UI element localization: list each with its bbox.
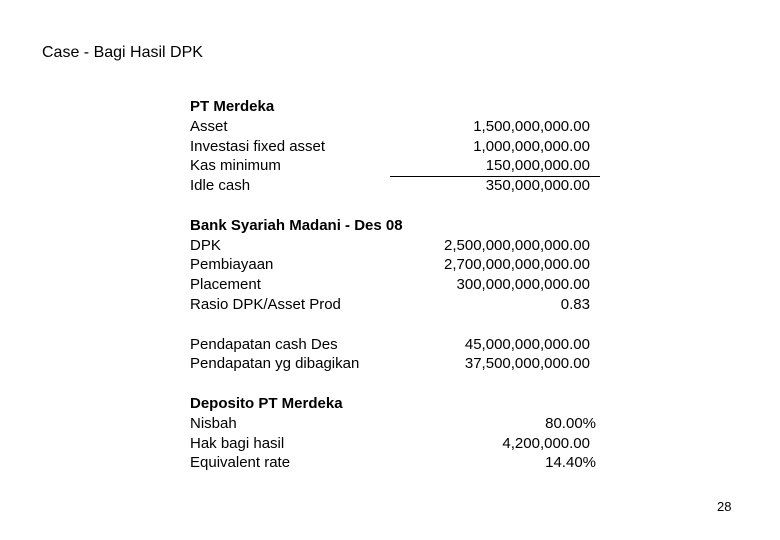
row-pembiayaan bbox=[190, 255, 610, 275]
row-label: Rasio DPK/Asset Prod bbox=[190, 295, 341, 313]
row-label: Investasi fixed asset bbox=[190, 137, 326, 155]
section-heading-label: Bank Syariah Madani - Des 08 bbox=[190, 216, 403, 234]
page-number: 28 bbox=[717, 499, 732, 514]
row-label: Equivalent rate bbox=[190, 454, 291, 472]
row-pendapatan-cash-des bbox=[190, 335, 610, 355]
row-label: Kas minimum bbox=[190, 157, 281, 175]
row-label: Idle cash bbox=[190, 177, 251, 195]
section-heading-deposito bbox=[190, 394, 610, 414]
row-label: Hak bagi hasil bbox=[190, 434, 285, 452]
row-label: Placement bbox=[190, 276, 261, 294]
row-idle-cash bbox=[190, 176, 610, 196]
row-label: Nisbah bbox=[190, 414, 237, 432]
row-nisbah bbox=[190, 414, 610, 434]
row-hak-bagi-hasil bbox=[190, 434, 610, 454]
row-value: 350,000,000.00 bbox=[485, 177, 590, 195]
section-heading-label: Deposito PT Merdeka bbox=[190, 394, 343, 412]
row-asset bbox=[190, 117, 610, 137]
row-label: Asset bbox=[190, 117, 228, 135]
row-rasio-dpk-asset-prod bbox=[190, 295, 610, 315]
section-heading-label: PT Merdeka bbox=[190, 98, 275, 115]
row-value: 150,000,000.00 bbox=[485, 157, 590, 175]
section-heading-bank bbox=[190, 216, 610, 236]
spacer bbox=[190, 196, 610, 216]
row-kas-minimum bbox=[190, 156, 610, 176]
row-investasi-fixed-asset bbox=[190, 137, 610, 157]
row-label: Pendapatan yg dibagikan bbox=[190, 355, 360, 373]
section-heading-pt-merdeka bbox=[190, 97, 610, 117]
row-label: DPK bbox=[190, 236, 221, 254]
row-value: 45,000,000,000.00 bbox=[464, 335, 590, 353]
spacer bbox=[190, 374, 610, 394]
row-value: 4,200,000.00 bbox=[502, 434, 590, 452]
row-dpk bbox=[190, 236, 610, 256]
row-value: 14.40% bbox=[545, 454, 596, 472]
row-label: Pembiayaan bbox=[190, 256, 274, 274]
row-value: 0.83 bbox=[560, 295, 590, 313]
row-placement bbox=[190, 275, 610, 295]
row-value: 300,000,000,000.00 bbox=[456, 276, 590, 294]
row-value: 1,500,000,000.00 bbox=[473, 117, 590, 135]
row-equivalent-rate bbox=[190, 453, 610, 473]
calculation-sheet bbox=[190, 97, 610, 473]
row-value: 80.00% bbox=[545, 414, 596, 432]
row-value: 2,700,000,000,000.00 bbox=[444, 256, 590, 274]
row-value: 37,500,000,000.00 bbox=[464, 355, 590, 373]
row-value: 2,500,000,000,000.00 bbox=[444, 236, 590, 254]
spacer bbox=[190, 315, 610, 335]
row-label: Pendapatan cash Des bbox=[190, 335, 338, 353]
slide-title: Case - Bagi Hasil DPK bbox=[42, 44, 203, 61]
row-value: 1,000,000,000.00 bbox=[473, 137, 590, 155]
row-pendapatan-yg-dibagikan bbox=[190, 354, 610, 374]
